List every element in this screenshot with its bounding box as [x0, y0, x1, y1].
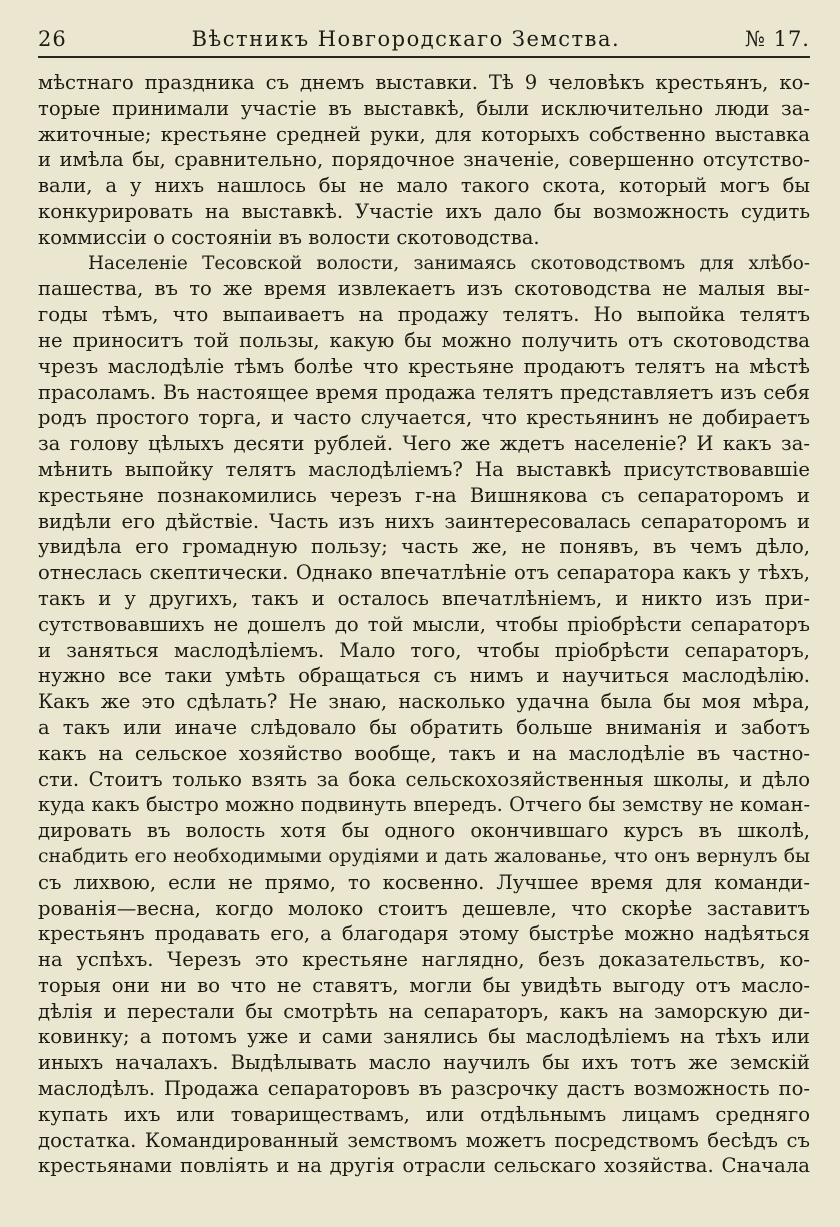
text-line: не приноситъ той пользы, какую бы можно получить отъ скотоводства: [38, 328, 810, 352]
text-line: видѣли его дѣйствіе. Часть изъ нихъ заинтересовалась сепараторомъ и: [38, 509, 810, 533]
text-line: коммиссіи о состояніи въ волости скотоводства.: [38, 225, 540, 249]
text-line: вали, а у нихъ нашлось бы не мало такого скота, который могъ бы: [38, 174, 810, 198]
text-line: родъ простого торга, и часто случается, что крестьянинъ не добираетъ: [38, 406, 810, 430]
text-line: годы тѣмъ, что выпаиваетъ на продажу телятъ. Но выпойка телятъ: [38, 303, 810, 327]
text-line: ковинку; а потомъ уже и сами занялись бы маслодѣліемъ на тѣхъ или: [38, 1025, 810, 1049]
text-line: сутствовавшихъ не дошелъ до той мысли, чтобы пріобрѣсти сепараторъ: [38, 612, 810, 636]
text-line: отнеслась скептически. Однако впечатлѣніе отъ сепаратора какъ у тѣхъ,: [38, 561, 810, 585]
text-line: и заняться маслодѣліемъ. Мало того, чтобы пріобрѣсти сепараторъ,: [38, 638, 810, 662]
text-line: Населеніе Тесовской волости, занимаясь скотоводствомъ для хлѣбо-: [88, 252, 810, 274]
text-line: мѣнить выпойку телятъ маслодѣліемъ? На выставкѣ присутствовавшіе: [38, 457, 810, 481]
text-line: крестьянами повліять и на другія отрасли сельскаго хозяйства. Сначала: [38, 1154, 810, 1178]
text-line: какъ на сельское хозяйство вообще, такъ и на маслодѣліе въ частно-: [38, 741, 810, 765]
text-line: рованія—весна, когдо молоко стоитъ дешевле, что скорѣе заставитъ: [38, 896, 810, 920]
text-line: мѣстнаго праздника съ днемъ выставки. Тѣ 9 человѣкъ крестьянъ, ко-: [38, 71, 810, 94]
page-number: 26: [38, 27, 67, 51]
text-line: чрезъ маслодѣліе тѣмъ болѣе что крестьяне продаютъ телятъ на мѣстѣ: [38, 354, 810, 378]
text-line: снабдить его необходимыми орудіями и дать жалованье, что онъ вернулъ бы: [38, 845, 810, 867]
text-line: куда какъ быстро можно подвинуть впередъ. Отчего бы земству не коман-: [38, 793, 810, 817]
running-header: [38, 22, 810, 58]
text-line: а такъ или иначе слѣдовало бы обратить больше вниманія и заботъ: [38, 715, 810, 739]
text-line: дѣлія и перестали бы смотрѣть на сепараторъ, какъ на заморскую ди-: [38, 999, 810, 1023]
text-line: маслодѣлъ. Продажа сепараторовъ въ разсрочку дастъ возможность по-: [38, 1077, 810, 1101]
text-line: за голову цѣлыхъ десяти рублей. Чего же ждетъ населеніе? И какъ за-: [38, 432, 810, 456]
text-line: иныхъ началахъ. Выдѣлывать масло научилъ бы ихъ тотъ же земскій: [38, 1051, 810, 1075]
text-line: сти. Стоитъ только взять за бока сельскохозяйственныя школы, и дѣло: [38, 767, 810, 791]
text-line: и имѣла бы, сравнительно, порядочное значеніе, совершенно отсутство-: [38, 148, 810, 172]
text-line: нужно все таки умѣть обращаться съ нимъ и научиться маслодѣлію.: [38, 664, 810, 688]
text-line: крестьяне познакомились черезъ г-на Вишнякова съ сепараторомъ и: [38, 483, 810, 507]
text-line: пашества, въ то же время извлекаетъ изъ скотоводства не малыя вы-: [38, 277, 810, 301]
text-line: купать ихъ или товариществамъ, или отдѣльнымъ лицамъ средняго: [38, 1102, 810, 1126]
body-text: [38, 70, 810, 1179]
journal-title: Вѣстникъ Новгородскаго Земства.: [191, 27, 621, 51]
text-line: дировать въ волость хотя бы одного окончившаго курсъ въ школѣ,: [38, 819, 810, 843]
text-line: торые принимали участіе въ выставкѣ, были исключительно люди за-: [38, 96, 810, 120]
text-line: увидѣла его громадную пользу; часть же, не понявъ, въ чемъ дѣло,: [38, 535, 810, 559]
text-line: Какъ же это сдѣлать? Не знаю, насколько удачна была бы моя мѣра,: [38, 690, 810, 714]
text-line: такъ и у другихъ, такъ и осталось впечатлѣніемъ, и никто изъ при-: [38, 586, 810, 610]
text-line: крестьянъ продавать его, а благодаря этому быстрѣе можно надѣяться: [38, 922, 810, 946]
text-line: на успѣхъ. Черезъ это крестьяне наглядно, безъ доказательствъ, ко-: [38, 948, 810, 972]
text-line: торыя они ни во что не ставятъ, могли бы увидѣть выгоду отъ масло-: [38, 973, 810, 997]
text-line: прасоламъ. Въ настоящее время продажа телятъ представляетъ изъ себя: [38, 380, 810, 404]
text-line: достатка. Командированный земствомъ можетъ посредствомъ бесѣдъ съ: [38, 1128, 810, 1152]
text-line: конкурировать на выставкѣ. Участіе ихъ дало бы возможность судить: [38, 199, 810, 223]
text-line: съ лихвою, если не прямо, то косвенно. Лучшее время для команди-: [38, 870, 810, 894]
issue-number: № 17.: [745, 27, 810, 51]
text-line: житочные; крестьяне средней руки, для которыхъ собственно выставка: [38, 122, 810, 146]
